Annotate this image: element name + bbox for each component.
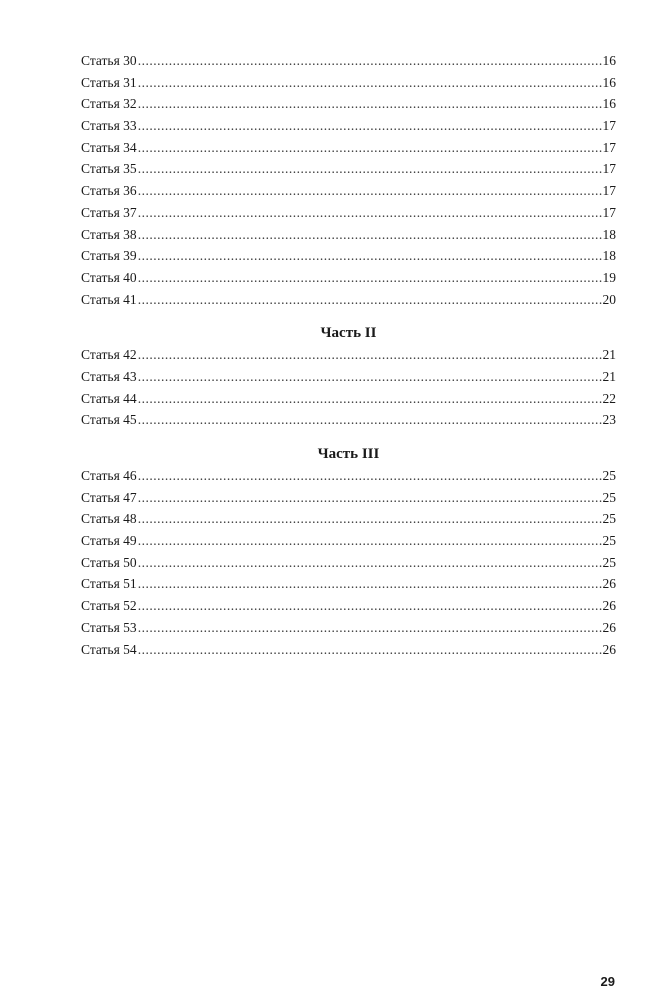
toc-entry[interactable] [81, 180, 616, 202]
toc-entry-page: 17 [602, 118, 616, 134]
dot-leader [138, 202, 602, 224]
toc-entry-page: 26 [602, 598, 616, 614]
toc-entry[interactable] [81, 202, 616, 224]
toc-entry-label: Статья 54 [81, 641, 137, 657]
toc-entry[interactable] [81, 72, 616, 94]
toc-entry[interactable] [81, 115, 616, 137]
toc-entry[interactable] [81, 487, 616, 509]
dot-leader [138, 245, 602, 267]
toc-entry-label: Статья 41 [81, 291, 137, 307]
toc-entry-label: Статья 30 [81, 53, 137, 68]
toc-entry-label: Статья 35 [81, 161, 137, 177]
toc-entry[interactable] [81, 388, 616, 410]
toc-entry-page: 17 [602, 183, 616, 199]
toc-entry-page: 26 [602, 641, 616, 657]
toc-entry-label: Статья 43 [81, 368, 137, 384]
toc-entry-label: Статья 50 [81, 554, 137, 570]
toc-entry-page: 25 [602, 533, 616, 549]
toc-entry-label: Статья 38 [81, 226, 137, 242]
toc-entry-label: Статья 39 [81, 248, 137, 264]
dot-leader [138, 115, 602, 137]
toc-entry[interactable] [81, 224, 616, 246]
toc-entry[interactable] [81, 573, 616, 595]
dot-leader [138, 617, 602, 639]
toc-entry[interactable] [81, 289, 616, 311]
toc-entry-page: 18 [602, 248, 616, 264]
dot-leader [138, 137, 602, 159]
toc-entry-label: Статья 37 [81, 204, 137, 220]
toc-entry[interactable] [81, 465, 616, 487]
toc-entry[interactable] [81, 50, 616, 72]
toc-entry-label: Статья 49 [81, 533, 137, 549]
dot-leader [138, 530, 602, 552]
dot-leader [138, 93, 602, 115]
toc-entry-label: Статья 52 [81, 598, 137, 614]
toc-entry[interactable] [81, 552, 616, 574]
toc-entry-page: 25 [602, 468, 616, 483]
toc-entry-page: 17 [602, 139, 616, 155]
dot-leader [138, 573, 602, 595]
toc-entry[interactable] [81, 530, 616, 552]
toc-entry-label: Статья 45 [81, 412, 137, 428]
dot-leader [138, 595, 602, 617]
toc-entry-page: 25 [602, 554, 616, 570]
toc-entry[interactable] [81, 137, 616, 159]
toc-entry-label: Статья 33 [81, 118, 137, 134]
toc-entry-label: Статья 32 [81, 96, 137, 112]
toc-entry-page: 25 [602, 511, 616, 527]
dot-leader [138, 508, 602, 530]
toc-entry-page: 21 [602, 347, 616, 363]
toc-entry-page: 23 [602, 412, 616, 428]
toc-entry[interactable] [81, 344, 616, 366]
dot-leader [138, 158, 602, 180]
toc-entry-page: 22 [602, 390, 616, 406]
toc-entry[interactable] [81, 267, 616, 289]
table-of-contents [81, 50, 616, 660]
toc-entry[interactable] [81, 639, 616, 661]
toc-entry-label: Статья 44 [81, 390, 137, 406]
toc-entry[interactable] [81, 409, 616, 431]
dot-leader [138, 639, 602, 661]
toc-entry[interactable] [81, 508, 616, 530]
part-heading: Часть II [320, 325, 377, 342]
toc-entry[interactable] [81, 245, 616, 267]
dot-leader [138, 465, 602, 487]
toc-entry-label: Статья 42 [81, 347, 137, 363]
dot-leader [138, 50, 602, 72]
toc-entry[interactable] [81, 93, 616, 115]
dot-leader [138, 72, 602, 94]
toc-entry[interactable] [81, 617, 616, 639]
toc-entry-label: Статья 48 [81, 511, 137, 527]
dot-leader [138, 289, 602, 311]
toc-entry-page: 21 [602, 368, 616, 384]
page-number: 29 [600, 974, 615, 989]
toc-entry-page: 17 [602, 161, 616, 177]
toc-entry-label: Статья 53 [81, 619, 137, 635]
toc-entry-label: Статья 36 [81, 183, 137, 199]
dot-leader [138, 409, 602, 431]
toc-entry[interactable] [81, 595, 616, 617]
toc-entry-page: 17 [602, 204, 616, 220]
toc-entry-page: 20 [602, 291, 616, 307]
toc-entry-page: 18 [602, 226, 616, 242]
dot-leader [138, 180, 602, 202]
dot-leader [138, 388, 602, 410]
toc-entry-label: Статья 46 [81, 468, 137, 483]
toc-entry-page: 26 [602, 576, 616, 592]
toc-entry-label: Статья 40 [81, 269, 137, 285]
toc-entry-page: 16 [602, 53, 616, 68]
toc-entry-page: 19 [602, 269, 616, 285]
dot-leader [138, 267, 602, 289]
toc-entry-label: Статья 51 [81, 576, 137, 592]
toc-entry-label: Статья 47 [81, 489, 137, 505]
dot-leader [138, 366, 602, 388]
toc-entry-page: 16 [602, 74, 616, 90]
part-heading: Часть III [317, 446, 380, 462]
toc-entry-label: Статья 34 [81, 139, 137, 155]
dot-leader [138, 487, 602, 509]
toc-entry[interactable] [81, 366, 616, 388]
dot-leader [138, 224, 602, 246]
toc-entry[interactable] [81, 158, 616, 180]
dot-leader [138, 552, 602, 574]
dot-leader [138, 344, 602, 366]
toc-entry-page: 25 [602, 489, 616, 505]
toc-entry-page: 16 [602, 96, 616, 112]
toc-entry-label: Статья 31 [81, 74, 137, 90]
toc-entry-page: 26 [602, 619, 616, 635]
